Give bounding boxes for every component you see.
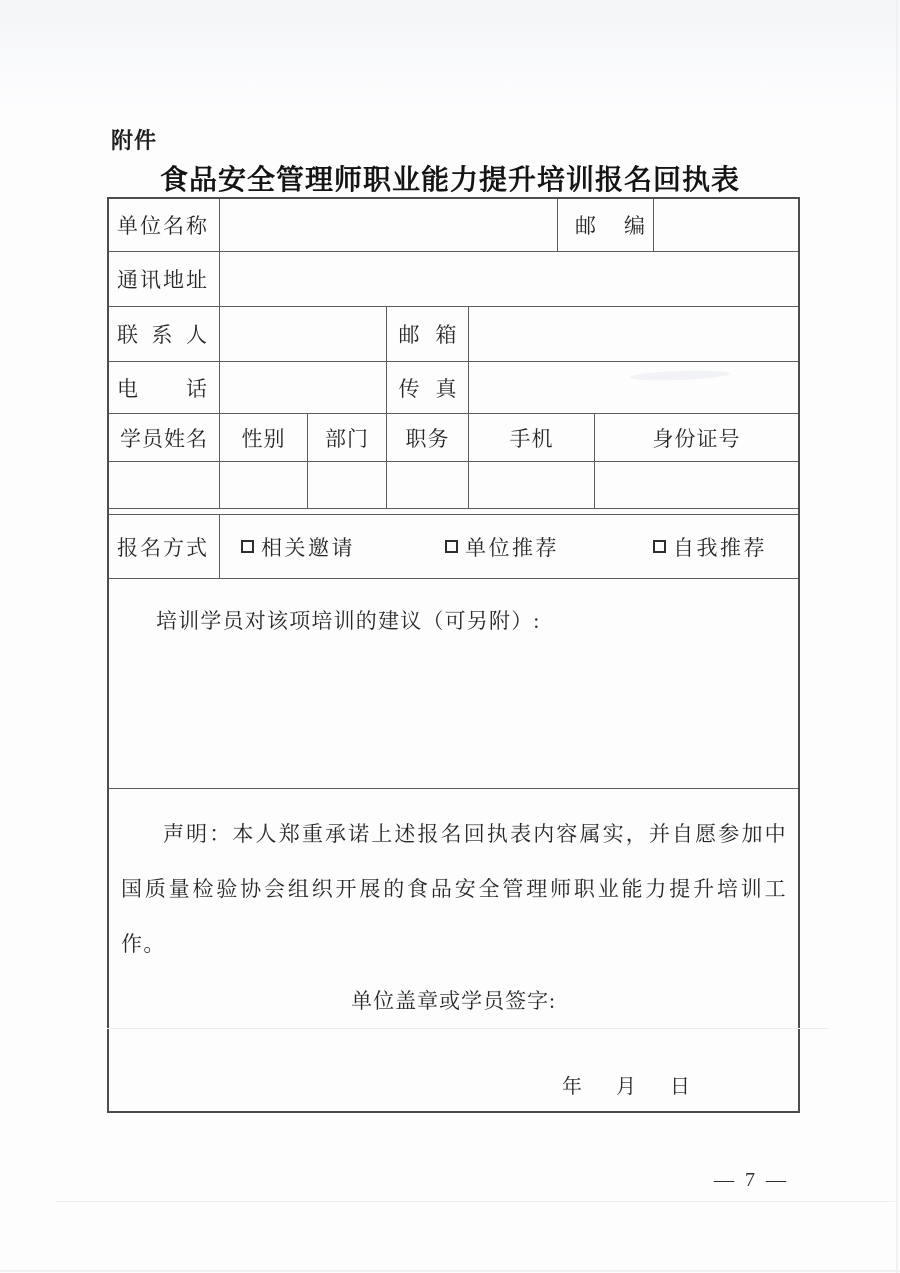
method-option-unit-recommend	[445, 532, 559, 562]
table-row-suggestion	[109, 579, 798, 789]
method-option-self-recommend	[653, 532, 767, 562]
table-row-declaration	[109, 789, 798, 1111]
unit-name-label-cell	[109, 199, 220, 251]
checkbox-icon	[445, 540, 458, 553]
gender-header-cell	[220, 414, 308, 461]
fax-label-cell	[387, 362, 469, 413]
email-label-cell	[387, 307, 469, 361]
date-line	[562, 1070, 690, 1099]
position-header: 职务	[405, 426, 450, 451]
page-number: — 7 —	[714, 1169, 786, 1191]
postcode-label-cell	[558, 199, 654, 251]
department-blank-cell	[308, 462, 387, 508]
postcode-value-cell	[654, 199, 798, 251]
mobile-header: 手机	[509, 426, 554, 451]
department-header: 部门	[325, 426, 369, 451]
contact-value-cell	[220, 307, 387, 361]
month-label: 月	[616, 1076, 636, 1098]
mobile-blank-cell	[469, 462, 595, 508]
email-value-cell	[469, 307, 798, 361]
method-option-label: 自我推荐	[673, 535, 767, 560]
id-number-header-cell	[595, 414, 798, 461]
phone-label-cell	[109, 362, 220, 413]
method-option-label: 单位推荐	[465, 535, 559, 560]
page-title: 食品安全管理师职业能力提升培训报名回执表	[159, 164, 740, 195]
phone-value-cell	[220, 362, 387, 413]
contact-label-cell	[109, 307, 220, 361]
year-label: 年	[562, 1076, 582, 1098]
table-row-method	[109, 515, 798, 579]
fax-label: 传真	[398, 376, 457, 401]
address-label-cell	[109, 252, 220, 306]
declaration-cell	[109, 789, 798, 1111]
method-label: 报名方式	[117, 535, 207, 560]
attachment-label: 附件	[111, 128, 158, 153]
table-row-trainee-blank	[109, 462, 798, 509]
checkbox-icon	[653, 540, 666, 553]
position-header-cell	[387, 414, 469, 461]
address-label: 通讯地址	[117, 268, 207, 292]
method-option-label: 相关邀请	[261, 535, 355, 560]
trainee-name-header: 学员姓名	[120, 426, 208, 451]
fax-value-cell	[469, 362, 798, 413]
department-header-cell	[308, 414, 387, 461]
trainee-name-header-cell	[109, 414, 220, 461]
checkbox-icon	[241, 540, 254, 553]
method-options-cell	[220, 515, 798, 578]
scan-noise-texture	[0, 0, 900, 110]
signature-label: 单位盖章或学员签字:	[351, 989, 556, 1013]
suggestion-cell	[109, 579, 798, 788]
unit-name-value-cell	[220, 199, 558, 251]
day-label: 日	[670, 1076, 690, 1098]
method-option-invitation	[241, 532, 355, 562]
scan-artifact-line	[55, 1201, 895, 1202]
suggestion-label: 培训学员对该项培训的建议（可另附）:	[156, 609, 541, 633]
registration-form-table	[107, 197, 800, 1113]
method-label-cell	[109, 515, 220, 578]
unit-name-label: 单位名称	[117, 214, 207, 238]
page-edge-shadow	[0, 1270, 900, 1272]
id-number-blank-cell	[595, 462, 798, 508]
gender-header: 性别	[241, 426, 286, 451]
trainee-name-blank-cell	[109, 462, 220, 508]
position-blank-cell	[387, 462, 469, 508]
email-label: 邮箱	[398, 323, 457, 347]
table-row-phone	[109, 362, 798, 414]
phone-label: 电话	[117, 376, 207, 401]
mobile-header-cell	[469, 414, 595, 461]
gender-blank-cell	[220, 462, 308, 508]
table-row-address	[109, 252, 798, 307]
table-row-contact	[109, 307, 798, 362]
declaration-text: 声明：本人郑重承诺上述报名回执表内容属实，并自愿参加中国质量检验协会组织开展的食品安全管理师职业能力提升培训工作。	[121, 822, 787, 956]
table-row-unit-name	[109, 199, 798, 252]
postcode-label: 邮编	[575, 214, 645, 238]
address-value-cell	[220, 252, 798, 306]
id-number-header: 身份证号	[652, 426, 741, 451]
table-row-trainee-header	[109, 414, 798, 462]
contact-label: 联系人	[117, 323, 207, 347]
